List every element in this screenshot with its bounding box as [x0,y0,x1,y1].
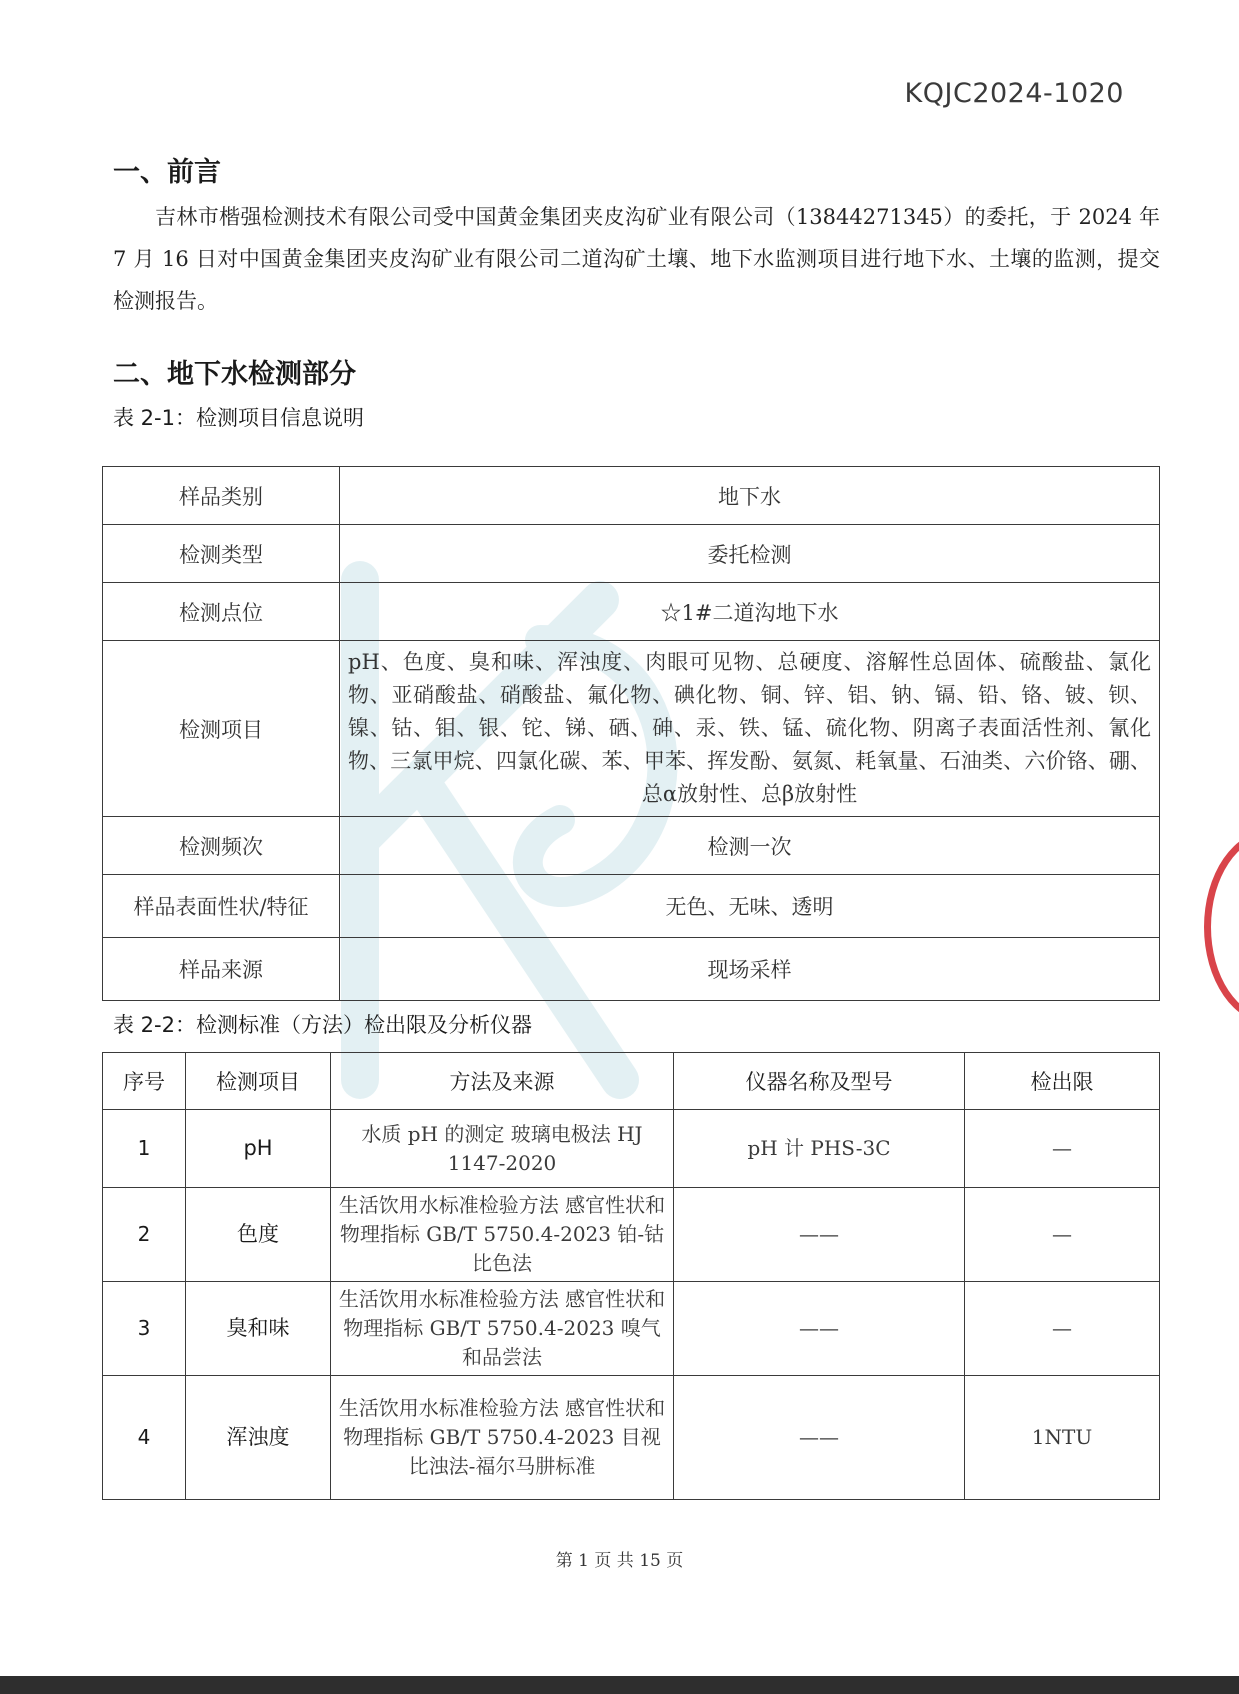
col-header: 检出限 [965,1053,1160,1110]
row-value: 委托检测 [340,525,1160,583]
table2-caption: 表 2-2：检测标准（方法）检出限及分析仪器 [113,1013,532,1037]
row-label: 检测项目 [103,641,340,817]
row-value: 现场采样 [340,938,1160,1001]
table-row [103,525,1160,583]
row-label: 检测频次 [103,817,340,875]
row-method: 生活饮用水标准检验方法 感官性状和物理指标 GB/T 5750.4-2023 铂-钴比色法 [331,1188,674,1282]
col-header: 方法及来源 [331,1053,674,1110]
table-row [103,467,1160,525]
table-row [103,583,1160,641]
row-item: pH [186,1110,331,1188]
row-instrument: pH 计 PHS-3C [674,1110,965,1188]
row-instrument: —— [674,1376,965,1500]
section1-title: 一、前言 [113,157,221,188]
table-row [103,817,1160,875]
row-label: 样品类别 [103,467,340,525]
row-method: 生活饮用水标准检验方法 感官性状和物理指标 GB/T 5750.4-2023 目视比浊法-福尔马肼标准 [331,1376,674,1500]
row-limit: — [965,1110,1160,1188]
report-number: KQJC2024-1020 [904,78,1124,109]
row-item: 色度 [186,1188,331,1282]
row-value: 无色、无味、透明 [340,875,1160,938]
row-value: 地下水 [340,467,1160,525]
col-header: 检测项目 [186,1053,331,1110]
row-value: pH、色度、臭和味、浑浊度、肉眼可见物、总硬度、溶解性总固体、硫酸盐、氯化物、亚硝酸盐、硝酸盐、氟化物、碘化物、铜、锌、铝、钠、镉、铅、铬、铍、钡、镍、钴、钼、银、铊、锑、硒、砷、汞、铁、锰、硫化物、阴离子表面活性剂、氰化物、三氯甲烷、四氯化碳、苯、甲苯、挥发酚、氨氮、耗氧量、石油类、六价铬、硼、总α放射性、总β放射性 [340,641,1160,817]
col-header: 仪器名称及型号 [674,1053,965,1110]
row-item: 臭和味 [186,1282,331,1376]
col-header: 序号 [103,1053,186,1110]
row-item: 浑浊度 [186,1376,331,1500]
row-method: 水质 pH 的测定 玻璃电极法 HJ 1147-2020 [331,1110,674,1188]
row-limit: — [965,1282,1160,1376]
table-row [103,875,1160,938]
table-row [103,938,1160,1001]
scan-edge-band [0,1676,1239,1694]
table1-caption: 表 2-1：检测项目信息说明 [113,406,364,430]
row-method: 生活饮用水标准检验方法 感官性状和物理指标 GB/T 5750.4-2023 嗅气和品尝法 [331,1282,674,1376]
row-no: 4 [103,1376,186,1500]
method-table [102,1052,1160,1500]
table-header-row [103,1053,1160,1110]
row-no: 2 [103,1188,186,1282]
table-row [103,1188,1160,1282]
table-row [103,1110,1160,1188]
row-label: 检测点位 [103,583,340,641]
company-seal [1204,830,1239,1024]
section2-title: 二、地下水检测部分 [113,359,356,390]
row-label: 检测类型 [103,525,340,583]
row-value: ☆1#二道沟地下水 [340,583,1160,641]
table-row [103,1376,1160,1500]
page-footer: 第 1 页 共 15 页 [555,1551,684,1571]
row-instrument: —— [674,1188,965,1282]
preface-paragraph: 吉林市楷强检测技术有限公司受中国黄金集团夹皮沟矿业有限公司（13844271345）的委托，于 2024 年 7 月 16 日对中国黄金集团夹皮沟矿业有限公司二道沟矿土壤、地下水监测项目进行地下水、土壤的监测，提交检测报告。 [113,205,1160,313]
row-instrument: —— [674,1282,965,1376]
table-row [103,641,1160,817]
table-row [103,1282,1160,1376]
sample-info-table [102,466,1160,1001]
row-value: 检测一次 [340,817,1160,875]
row-label: 样品来源 [103,938,340,1001]
row-no: 1 [103,1110,186,1188]
row-limit: — [965,1188,1160,1282]
row-limit: 1NTU [965,1376,1160,1500]
row-no: 3 [103,1282,186,1376]
row-label: 样品表面性状/特征 [103,875,340,938]
